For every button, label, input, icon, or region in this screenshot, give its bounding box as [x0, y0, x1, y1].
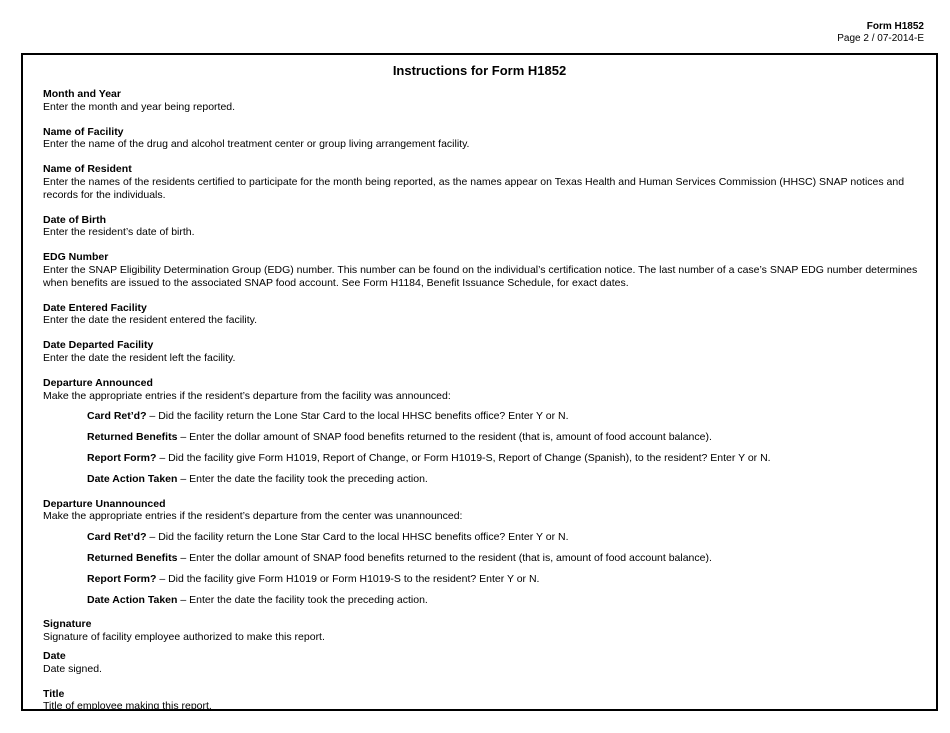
sub-item-desc: – Did the facility return the Lone Star Card to the local HHSC benefits office? Enter Y or N. [146, 410, 569, 423]
section-heading: Name of Facility [43, 125, 124, 138]
sub-item-term: Returned Benefits [87, 431, 178, 444]
section-heading: Month and Year [43, 88, 121, 100]
instructions-frame [21, 53, 938, 711]
section-departure-announced [43, 377, 924, 486]
section-date-departed-facility [43, 339, 924, 365]
sub-item-desc: – Did the facility give Form H1019 or Form H1019-S to the resident? Enter Y or N. [156, 572, 540, 585]
form-number: Form H1852 [866, 21, 924, 32]
section-heading: Departure Unannounced [43, 497, 166, 510]
section-heading: Date [43, 649, 66, 662]
section-signature [43, 618, 924, 644]
section-heading: Signature [43, 618, 92, 631]
sub-item-returned-benefits [87, 431, 924, 444]
sub-item-date-action-taken [87, 594, 924, 607]
section-heading: Date Departed Facility [43, 339, 154, 352]
sub-item-desc: – Enter the date the facility took the preceding action. [177, 593, 428, 606]
section-heading: Name of Resident [43, 163, 132, 176]
sub-item-term: Date Action Taken [87, 593, 178, 606]
section-name-of-resident [43, 163, 924, 201]
section-body: Make the appropriate entries if the resident’s departure from the center was unannounced: [43, 510, 463, 523]
sub-item-returned-benefits [87, 552, 924, 565]
sub-item-desc: – Enter the dollar amount of SNAP food benefits returned to the resident (that is, amount of food account balance). [177, 431, 712, 444]
section-heading: EDG Number [43, 251, 109, 264]
section-title [43, 688, 924, 714]
instructions-content [43, 88, 924, 725]
section-body: Enter the date the resident left the facility. [43, 351, 236, 364]
section-body: Enter the names of the residents certified to participate for the month being reported, as the names appear on Texas Health and Human Services Commission (HHSC) SNAP notices and records for the individuals. [43, 175, 905, 201]
sub-item-desc: – Enter the dollar amount of SNAP food benefits returned to the resident (that is, amount of food account balance). [177, 551, 712, 564]
section-month-and-year [43, 88, 924, 114]
sub-item-date-action-taken [87, 473, 924, 486]
sub-item-term: Card Ret’d? [87, 410, 147, 423]
sub-item-desc: – Did the facility give Form H1019, Report of Change, or Form H1019-S, Report of Change (Spanish), to the resident? Enter Y or N. [156, 451, 771, 464]
section-departure-unannounced [43, 498, 924, 607]
section-body: Title of employee making this report. [43, 700, 212, 713]
section-body: Signature of facility employee authorized to make this report. [43, 631, 325, 644]
section-date-of-birth [43, 214, 924, 240]
section-body: Make the appropriate entries if the resident’s departure from the facility was announced: [43, 389, 451, 402]
section-body: Enter the month and year being reported. [43, 100, 236, 113]
page-info: Page 2 / 07-2014-E [837, 33, 924, 44]
section-body: Enter the name of the drug and alcohol treatment center or group living arrangement facility. [43, 138, 470, 151]
section-heading: Departure Announced [43, 376, 153, 389]
sub-item-term: Date Action Taken [87, 472, 178, 485]
sub-item-term: Returned Benefits [87, 551, 178, 564]
sub-item-term: Report Form? [87, 451, 157, 464]
section-heading: Title [43, 687, 65, 700]
page-title: Instructions for Form H1852 [392, 63, 567, 78]
section-body: Enter the SNAP Eligibility Determination Group (EDG) number. This number can be found on the individual’s certification notice. The last number of a case’s SNAP EDG number determines when benefits are issued to the associated SNAP food account. See Form H1184, Benefit Issuance Schedule, for exact dates. [43, 263, 918, 289]
sub-item-report-form [87, 452, 924, 465]
section-date-entered-facility [43, 302, 924, 328]
form-identifier [837, 21, 924, 45]
section-date [43, 650, 924, 676]
section-heading: Date of Birth [43, 213, 106, 226]
section-body: Enter the date the resident entered the facility. [43, 314, 258, 327]
section-heading: Date Entered Facility [43, 301, 147, 314]
sub-item-desc: – Did the facility return the Lone Star Card to the local HHSC benefits office? Enter Y or N. [146, 531, 569, 544]
sub-item-card-returned [87, 410, 924, 423]
sub-item-term: Report Form? [87, 572, 157, 585]
sub-item-report-form [87, 573, 924, 586]
section-name-of-facility [43, 126, 924, 152]
section-edg-number [43, 251, 924, 289]
sub-item-card-returned [87, 531, 924, 544]
sub-item-desc: – Enter the date the facility took the preceding action. [177, 472, 428, 485]
sub-item-term: Card Ret’d? [87, 531, 147, 544]
section-body: Enter the resident’s date of birth. [43, 226, 195, 239]
section-body: Date signed. [43, 662, 102, 675]
